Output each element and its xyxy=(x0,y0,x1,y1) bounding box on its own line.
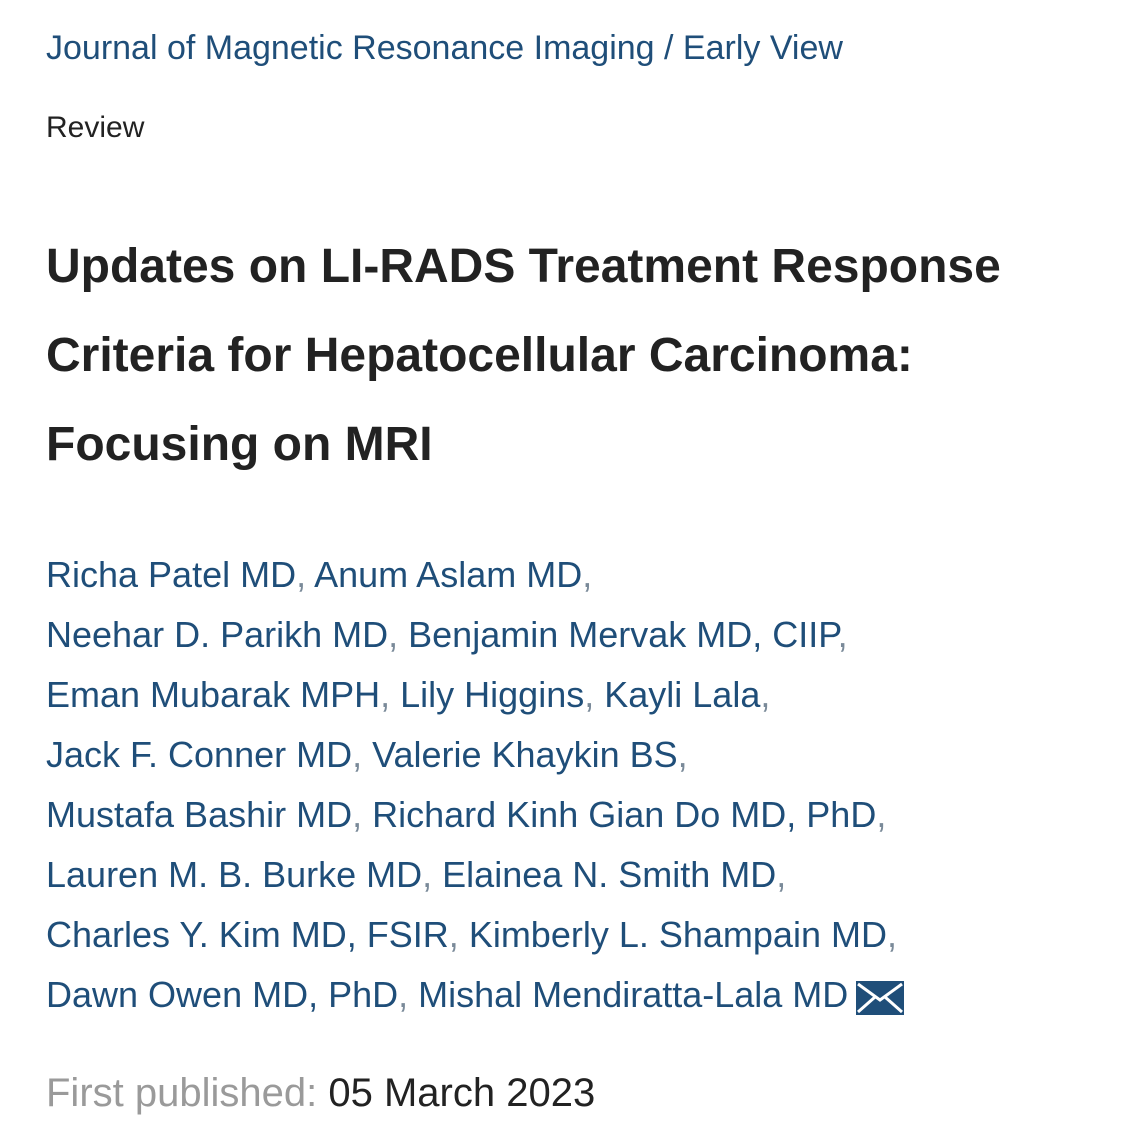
author-link[interactable]: Neehar D. Parikh MD xyxy=(46,614,389,655)
author-link[interactable]: Lauren M. B. Burke MD xyxy=(46,854,423,895)
author-separator: , xyxy=(837,614,848,655)
first-published-date: 05 March 2023 xyxy=(328,1071,596,1115)
author-line xyxy=(46,545,1126,605)
author-separator: , xyxy=(398,974,409,1015)
author-link[interactable]: Richa Patel MD xyxy=(46,554,297,595)
article-type-label: Review xyxy=(46,111,145,144)
author-separator: , xyxy=(422,854,433,895)
author-list xyxy=(46,545,1126,1025)
author-link[interactable]: Kimberly L. Shampain MD xyxy=(468,914,887,955)
first-published-label: First published: xyxy=(46,1071,318,1115)
title-line: Focusing on MRI xyxy=(46,418,433,471)
author-separator: , xyxy=(448,914,459,955)
author-line xyxy=(46,665,1126,725)
author-separator: , xyxy=(876,794,887,835)
author-separator: , xyxy=(352,734,363,775)
article-title xyxy=(46,222,1126,489)
title-line: Criteria for Hepatocellular Carcinoma: xyxy=(46,329,913,382)
author-link[interactable]: Eman Mubarak MPH xyxy=(46,674,381,715)
author-line xyxy=(46,845,1126,905)
publication-info xyxy=(46,1067,595,1119)
author-link[interactable]: Mustafa Bashir MD xyxy=(46,794,353,835)
author-separator: , xyxy=(388,614,399,655)
author-separator: , xyxy=(582,554,593,595)
author-line xyxy=(46,605,1126,665)
author-separator: , xyxy=(760,674,771,715)
journal-breadcrumb-link[interactable]: Journal of Magnetic Resonance Imaging / Early View xyxy=(46,29,843,67)
author-separator: , xyxy=(677,734,688,775)
author-line xyxy=(46,725,1126,785)
author-line xyxy=(46,785,1126,845)
author-separator: , xyxy=(886,914,897,955)
author-link[interactable]: Lily Higgins xyxy=(400,674,585,715)
author-separator: , xyxy=(380,674,391,715)
author-link[interactable]: Charles Y. Kim MD, FSIR xyxy=(46,914,449,955)
author-line xyxy=(46,905,1126,965)
author-separator: , xyxy=(584,674,595,715)
author-link[interactable]: Anum Aslam MD xyxy=(314,554,583,595)
author-link[interactable]: Benjamin Mervak MD, CIIP xyxy=(408,614,838,655)
author-link[interactable]: Valerie Khaykin BS xyxy=(372,734,678,775)
author-link[interactable]: Jack F. Conner MD xyxy=(46,734,353,775)
author-link[interactable]: Richard Kinh Gian Do MD, PhD xyxy=(372,794,877,835)
author-separator: , xyxy=(296,554,307,595)
envelope-icon[interactable] xyxy=(856,981,904,1015)
author-link[interactable]: Kayli Lala xyxy=(604,674,761,715)
author-link[interactable]: Dawn Owen MD, PhD xyxy=(46,974,399,1015)
author-link[interactable]: Elainea N. Smith MD xyxy=(442,854,777,895)
author-separator: , xyxy=(776,854,787,895)
author-separator: , xyxy=(352,794,363,835)
title-line: Updates on LI-RADS Treatment Response xyxy=(46,240,1001,293)
author-link[interactable]: Mishal Mendiratta-Lala MD xyxy=(418,974,849,1015)
author-line xyxy=(46,965,1126,1025)
